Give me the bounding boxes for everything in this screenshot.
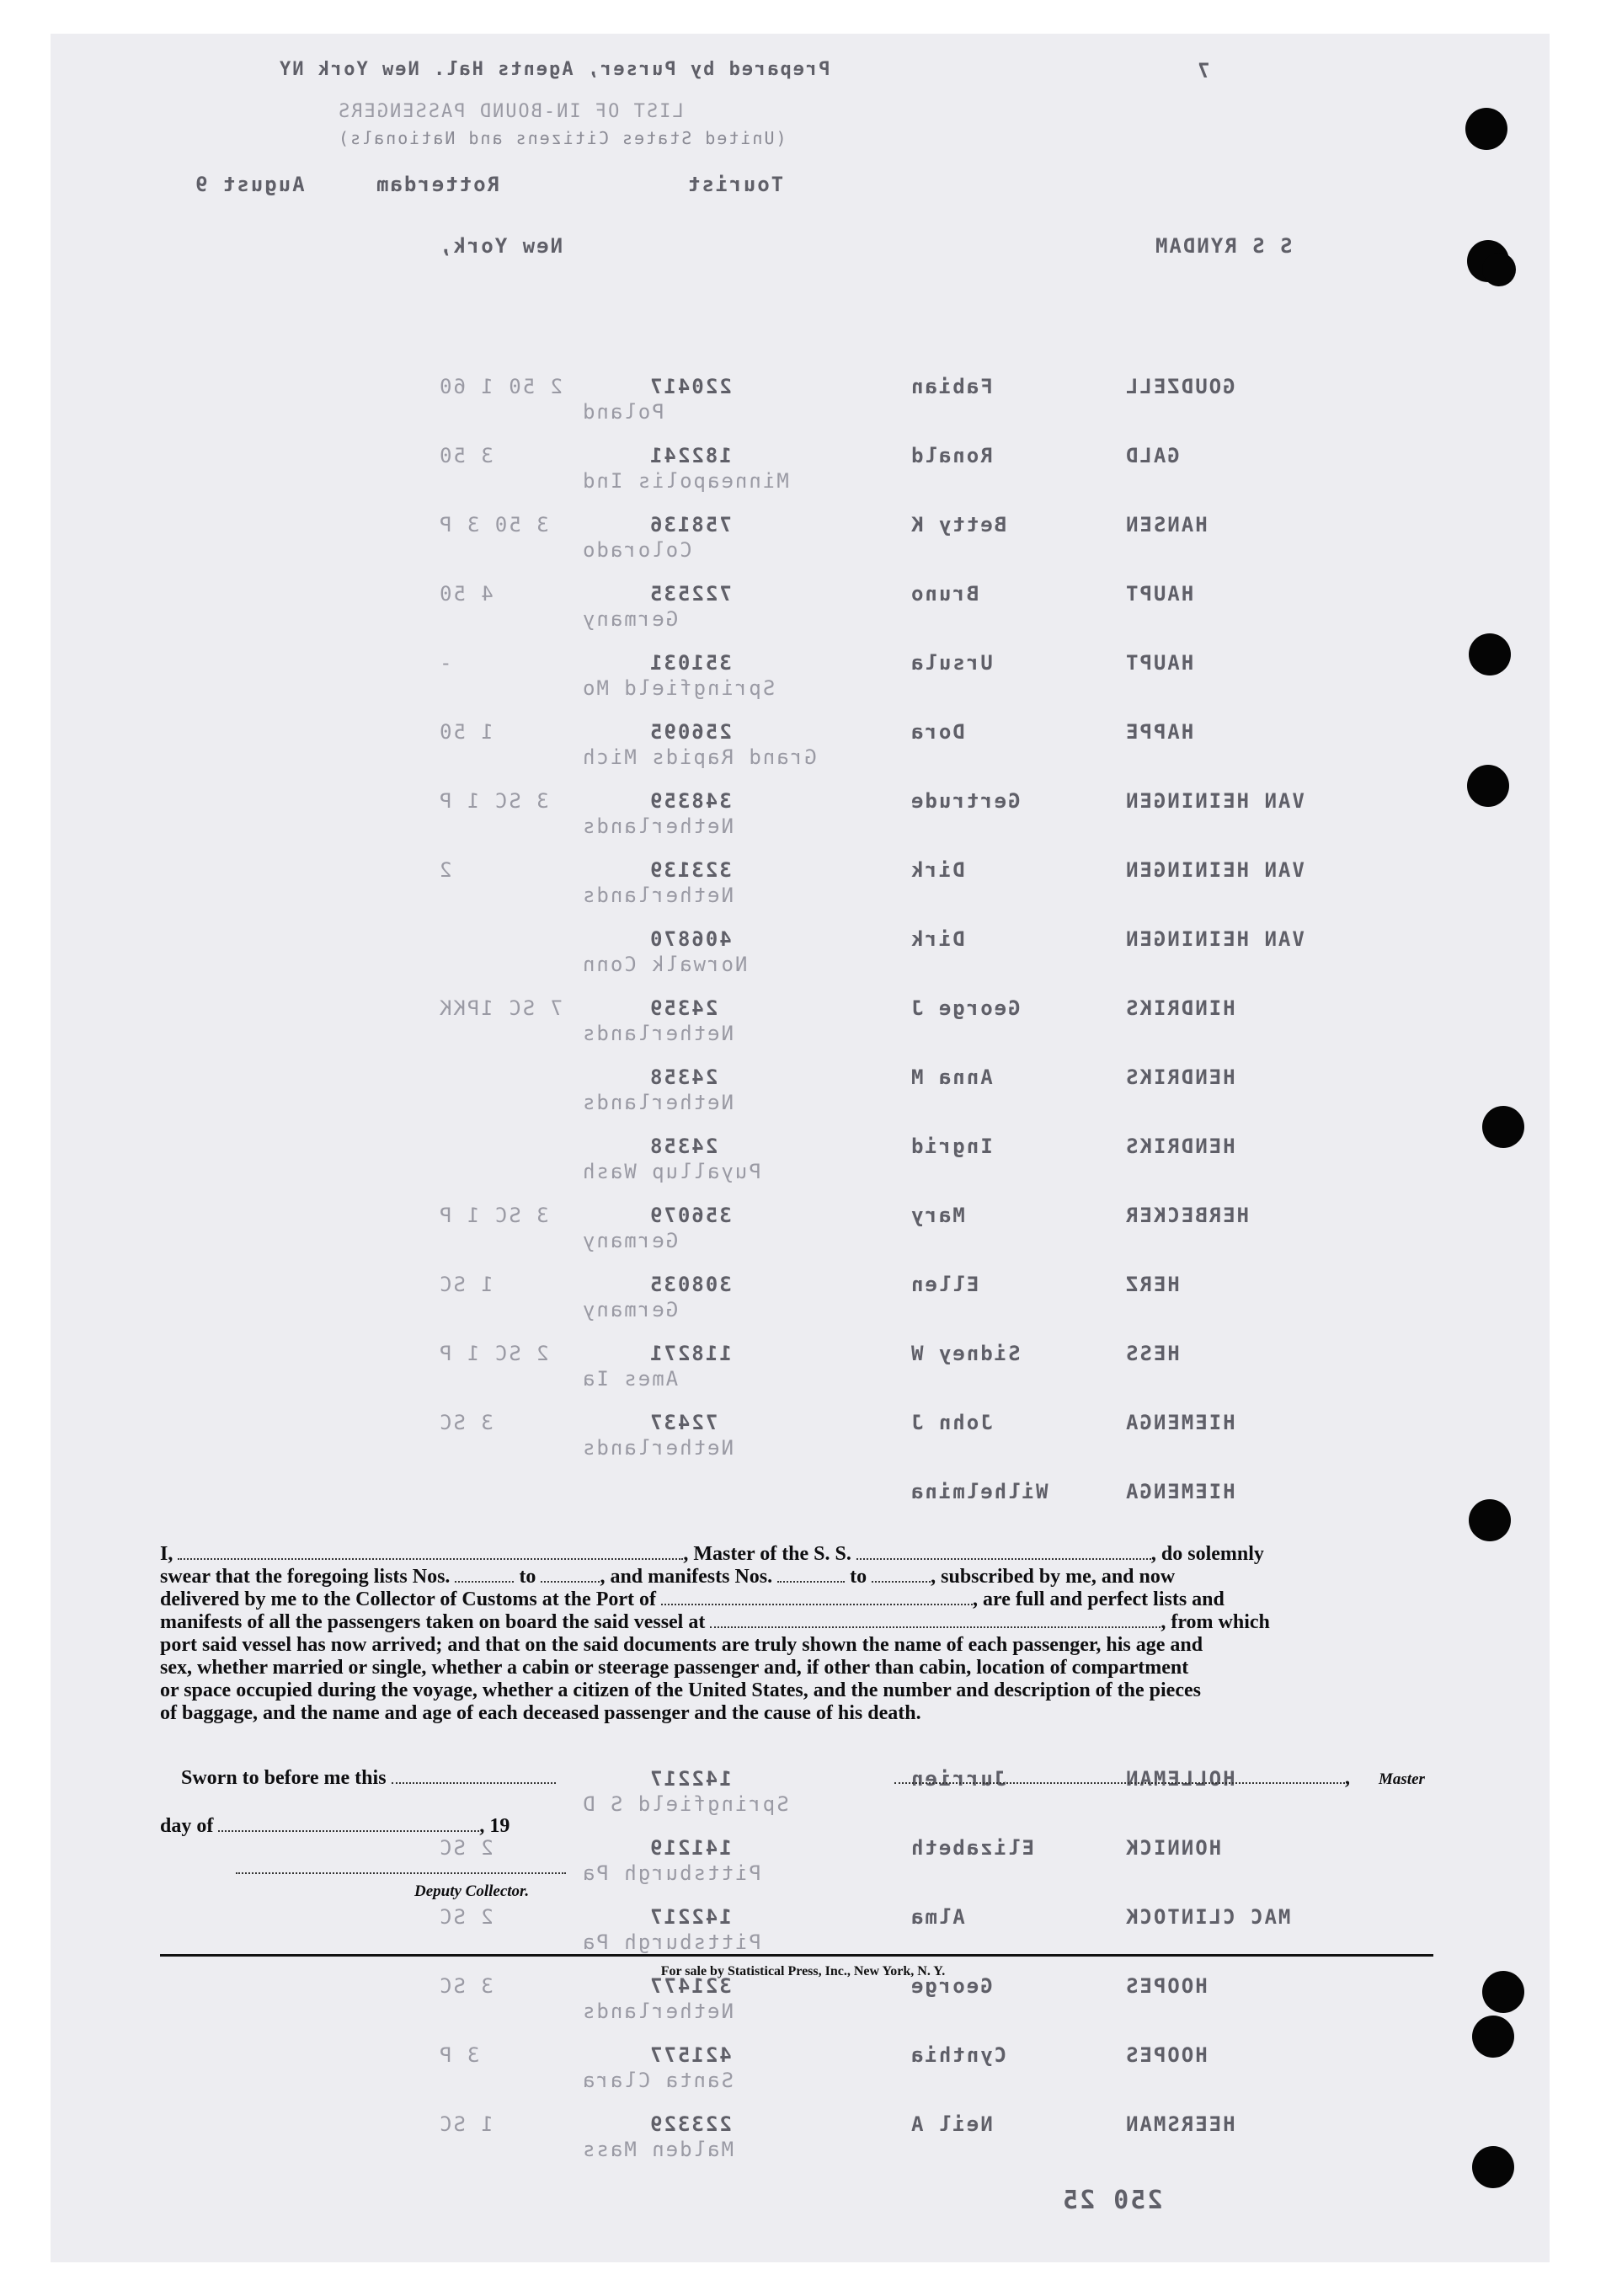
bleed-place: Netherlands [581,1022,734,1045]
bleed-num: 142217 [648,1767,732,1791]
bleed-extra: 3 50 3 P [438,513,549,537]
bleed-given: Neil A [910,2112,993,2136]
bleed-place: Malden Mass [581,2138,734,2161]
bleed-header-list: LIST OF IN-BOUND PASSENGERS [337,101,684,122]
bleed-extra: 2 SC [438,1905,494,1929]
bleed-surname: VAN HEININGEN [1124,927,1305,951]
deputy-signature-line [236,1857,566,1874]
oath-paragraph [160,1543,1433,1725]
bleed-port-from: Rotterdam [375,173,500,196]
bleed-class: Tourist [686,173,784,196]
bleed-num: 142217 [648,1905,732,1929]
bleed-surname: GOUDZELL [1124,375,1235,398]
bleed-surname: HINDRIKS [1124,996,1235,1020]
bleed-given: Sidney W [910,1342,1021,1365]
bleed-num: 118271 [648,1342,732,1365]
deputy-signature-blank[interactable] [236,1857,566,1874]
bleed-surname: HERBECKER [1124,1204,1250,1227]
bleed-num: 308035 [648,1273,732,1296]
bleed-surname: HESS [1124,1342,1180,1365]
bleed-ship: S S RYNDAM [1154,234,1293,258]
bleed-place: Poland [581,400,664,424]
oath-line-5: port said vessel has now arrived; and that on the said documents are truly shown the name of each passenger, his age and [160,1634,1203,1656]
oath-text: , do solemnly [1150,1543,1264,1565]
year-label: , 19 [479,1815,510,1837]
oath-text: , and manifests Nos. [600,1566,773,1588]
oath-line-7: or space occupied during the voyage, whether a citizen of the United States, and the number and description of the pieces [160,1679,1201,1701]
bleed-given: Alma [910,1905,965,1929]
bleed-bottom-stamp: 250 25 [1061,2186,1163,2215]
bleed-given: Dirk [910,858,965,882]
bleed-extra: 7 SC 1PKK [438,996,563,1020]
bleed-extra: 3 P [438,2043,480,2067]
bleed-surname: HIEMENGA [1124,1480,1235,1503]
bleed-place: Norwalk Conn [581,953,748,976]
bleed-num: 758136 [648,513,732,537]
bleed-surname: HENDRIKS [1124,1065,1235,1089]
bleed-num: 141219 [648,1836,732,1860]
bleed-given: Ursula [910,651,993,675]
bleed-place: Ames Ia [581,1367,679,1391]
bleed-port-to: New York, [438,234,563,258]
oath-text: I, [160,1543,173,1565]
bleed-place: Springfield Mo [581,676,776,700]
bleed-surname: HOOPES [1124,2043,1208,2067]
oath-line-1 [160,1543,1433,1566]
bleed-place: Colorado [581,538,692,562]
bleed-surname: HEERSMAN [1124,2112,1235,2136]
binder-hole [1469,1499,1511,1541]
oath-text: swear that the foregoing lists Nos. [160,1566,451,1588]
binder-hole [1467,765,1509,807]
port-of-arrival-blank[interactable] [661,1589,973,1605]
bleed-place: Minneapolis Ind [581,469,789,493]
oath-line-3 [160,1589,1433,1611]
bleed-extra: - [438,651,452,675]
bleed-given: Wilhelmina [910,1480,1048,1503]
bleed-surname: HONNICK [1124,1836,1222,1860]
bleed-place: Netherlands [581,814,734,838]
bleed-num: 24359 [648,996,718,1020]
binder-hole [1472,2146,1514,2188]
deputy-collector-label: Deputy Collector. [414,1882,530,1900]
bleed-place: Pittsburgh Pa [581,1930,761,1954]
oath-line-8: of baggage, and the name and age of each deceased passenger and the cause of his death. [160,1702,921,1724]
binder-hole [1482,1106,1524,1148]
bleed-surname: HANSEN [1124,513,1208,537]
ship-name-blank[interactable] [856,1543,1151,1560]
bleed-given: Elizabeth [910,1836,1035,1860]
bleed-given: Cynthia [910,2043,1007,2067]
bleed-date: August 9 [194,173,305,196]
bleed-place: Germany [581,607,679,631]
bleed-surname: VAN HEININGEN [1124,789,1305,813]
bleed-extra: 1 SC [438,2112,494,2136]
port-of-departure-blank[interactable] [710,1611,1160,1628]
manifest-no-from-blank[interactable] [777,1566,845,1583]
bleed-given: Anna M [910,1065,993,1089]
bleed-place: Netherlands [581,1091,734,1114]
sworn-day-blank[interactable] [392,1767,556,1784]
bleed-extra: 3 SC [438,1974,494,1998]
bleed-corner-num: 7 [1196,59,1210,83]
bleed-surname: HAPPE [1124,720,1194,744]
bleed-place: Grand Rapids Mich [581,745,817,769]
bleed-given: Ingrid [910,1135,993,1158]
bleed-place: Germany [581,1229,679,1252]
bleed-given: John J [910,1411,993,1434]
master-name-blank[interactable] [178,1543,683,1560]
oath-text: delivered by me to the Collector of Customs at the Port of [160,1589,656,1610]
oath-text: , from which [1160,1611,1270,1633]
bleed-given: Dora [910,720,965,744]
bleed-num: 722535 [648,582,732,606]
binder-hole [1465,108,1507,150]
bleed-extra: 3 SC 1 P [438,1204,549,1227]
oath-text: manifests of all the passengers taken on board the said vessel at [160,1611,706,1633]
day-of-label: day of [160,1815,214,1837]
bleed-given: Mary [910,1204,965,1227]
bleed-num: 24358 [648,1065,718,1089]
bleed-given: Bruno [910,582,979,606]
bleed-num: 24358 [648,1135,718,1158]
oath-text: , subscribed by me, and now [931,1566,1176,1588]
bleed-num: 406870 [648,927,732,951]
bleed-surname: HAUPT [1124,582,1194,606]
bleed-extra: 2 SC [438,1836,494,1860]
bleed-surname: MAC CLINTOCK [1124,1905,1291,1929]
bleed-num: 72437 [648,1411,718,1434]
footer-rule [160,1954,1433,1957]
bleed-extra: 2 [438,858,452,882]
bleed-extra: 3 SC 1 P [438,789,549,813]
day-of-line [160,1815,510,1838]
bleed-extra: 1 SC [438,1273,494,1296]
bleed-num: 223329 [648,2112,732,2136]
bleed-given: Fabian [910,375,993,398]
bleed-extra: 3 50 [438,444,494,467]
bleed-num: 323139 [648,858,732,882]
bleed-surname: HOLLEMAN [1124,1767,1235,1791]
list-no-from-blank[interactable] [455,1566,514,1583]
manifest-sheet [51,34,1550,2262]
bleed-place: Puyallup Wash [581,1160,761,1183]
bleed-given: Ellen [910,1273,979,1296]
bleed-surname: HAUPT [1124,651,1194,675]
printer-credit: For sale by Statistical Press, Inc., New York, N. Y. [660,1964,946,1978]
master-signature-line: , Master [894,1767,1425,1790]
bleed-extra: 1 50 [438,720,494,744]
master-label: Master [1379,1770,1425,1788]
bleed-surname: HOOPES [1124,1974,1208,1998]
bleed-num: 356079 [648,1204,732,1227]
bleed-num: 321477 [648,1974,732,1998]
sworn-line [181,1767,556,1790]
bleed-place: Netherlands [581,2000,734,2023]
master-signature-blank[interactable] [894,1767,1345,1784]
bleed-num: 348359 [648,789,732,813]
day-of-blank[interactable] [218,1815,479,1832]
oath-line-6: sex, whether married or single, whether a cabin or steerage passenger and, if other than cabin, location of compartment [160,1657,1189,1679]
bleed-given: Gertrude [910,789,1021,813]
bleed-extra: 3 SC [438,1411,494,1434]
bleed-surname: HIEMENGA [1124,1411,1235,1434]
oath-text: to [850,1566,867,1588]
list-no-to-blank[interactable] [541,1566,600,1583]
oath-text: , Master of the S. S. [683,1543,851,1565]
bleed-place: Santa Clara [581,2069,734,2092]
oath-text: , are full and perfect lists and [972,1589,1225,1610]
bleed-given: Betty K [910,513,1007,537]
oath-text: to [519,1566,536,1588]
binder-hole [1469,633,1511,675]
bleed-num: 421577 [648,2043,732,2067]
bleed-place: Pittsburgh Pa [581,1861,761,1885]
bleed-num: 351031 [648,651,732,675]
bleed-place: Germany [581,1298,679,1322]
oath-line-2 [160,1566,1433,1589]
bleed-header-top: Prepared by Purser, Agents Hal. New York NY [278,59,830,80]
oath-line-4 [160,1611,1433,1634]
bleed-surname: HENDRIKS [1124,1135,1235,1158]
bleed-given: Dirk [910,927,965,951]
bleed-surname: VAN HEININGEN [1124,858,1305,882]
bleed-num: 220417 [648,375,732,398]
bleed-surname: GALD [1124,444,1180,467]
bleed-given: Ronald [910,444,993,467]
bleed-extra: 2 50 1 60 [438,375,563,398]
binder-hole [1472,2016,1514,2058]
bleed-given: George J [910,996,1021,1020]
bleed-header-sub: (United States Citizens and Nationals) [337,128,787,148]
bleed-given: George [910,1974,993,1998]
manifest-no-to-blank[interactable] [872,1566,931,1583]
sworn-label: Sworn to before me this [181,1767,387,1789]
bleed-given: Jurrien [910,1767,1007,1791]
bleed-place: Netherlands [581,1436,734,1460]
bleed-place: Springfield S D [581,1792,789,1816]
bleed-num: 182241 [648,444,732,467]
bleed-num: 256095 [648,720,732,744]
bleed-surname: HERZ [1124,1273,1180,1296]
bleed-extra: 4 50 [438,582,494,606]
bleed-extra: 2 SC 1 P [438,1342,549,1365]
binder-hole [1482,253,1516,286]
bleed-place: Netherlands [581,884,734,907]
